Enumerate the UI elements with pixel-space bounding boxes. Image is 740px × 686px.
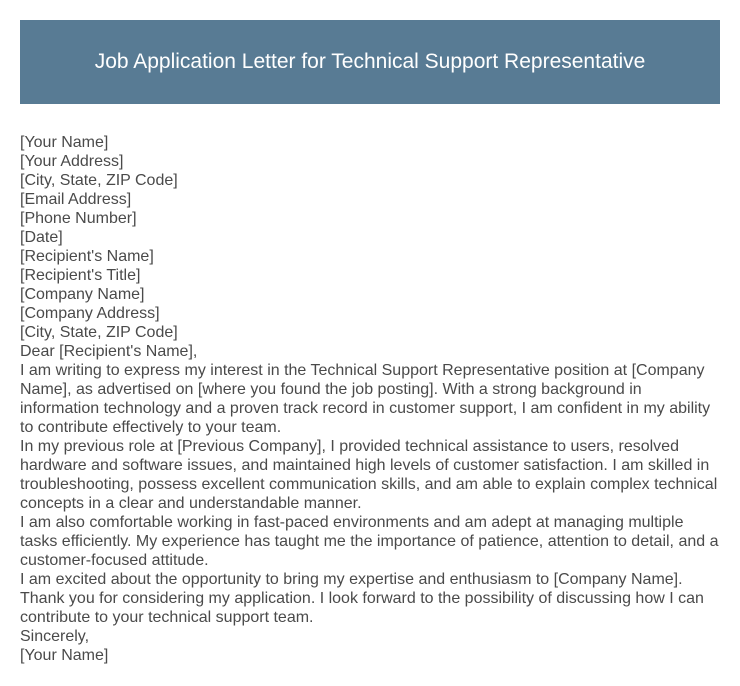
body-paragraph-3: I am also comfortable working in fast-paced environments and am adept at managing multiple tasks efficiently. My experience has taught me the importance of patience, attention to detail, and a customer-focused attitude.	[20, 514, 719, 569]
closing: Sincerely,	[20, 628, 90, 645]
sender-phone: [Phone Number]	[20, 210, 137, 227]
recipient-name: [Recipient's Name]	[20, 248, 154, 265]
recipient-company: [Company Name]	[20, 286, 145, 303]
letter-date: [Date]	[20, 229, 63, 246]
signature: [Your Name]	[20, 647, 109, 664]
sender-email: [Email Address]	[20, 191, 132, 208]
title-banner	[20, 20, 720, 104]
recipient-title: [Recipient's Title]	[20, 267, 141, 284]
recipient-city-state-zip: [City, State, ZIP Code]	[20, 324, 178, 341]
sender-name: [Your Name]	[20, 134, 109, 151]
salutation: Dear [Recipient's Name],	[20, 343, 198, 360]
body-paragraph-1: I am writing to express my interest in the Technical Support Representative position at [Company Name], as advertised on [where you found the job posting]. With a strong background in information technology and a proven track record in customer support, I am confident in my ability to contribute effectively to your team.	[20, 362, 711, 436]
letter-body	[20, 133, 720, 665]
recipient-block	[20, 247, 720, 342]
page-title: Job Application Letter for Technical Support Representative	[94, 50, 646, 73]
sender-city-state-zip: [City, State, ZIP Code]	[20, 172, 178, 189]
body-paragraph-4: I am excited about the opportunity to bring my expertise and enthusiasm to [Company Name]. Thank you for considering my application. I look forward to the possibility of discussing how I can contribute to your technical support team.	[20, 571, 704, 626]
recipient-company-address: [Company Address]	[20, 305, 160, 322]
sender-block	[20, 133, 720, 247]
body-paragraph-2: In my previous role at [Previous Company], I provided technical assistance to users, resolved hardware and software issues, and maintained high levels of customer satisfaction. I am skilled in troubleshooting, possess excellent communication skills, and am able to explain complex technical concepts in a clear and understandable manner.	[20, 438, 718, 512]
sender-address: [Your Address]	[20, 153, 124, 170]
